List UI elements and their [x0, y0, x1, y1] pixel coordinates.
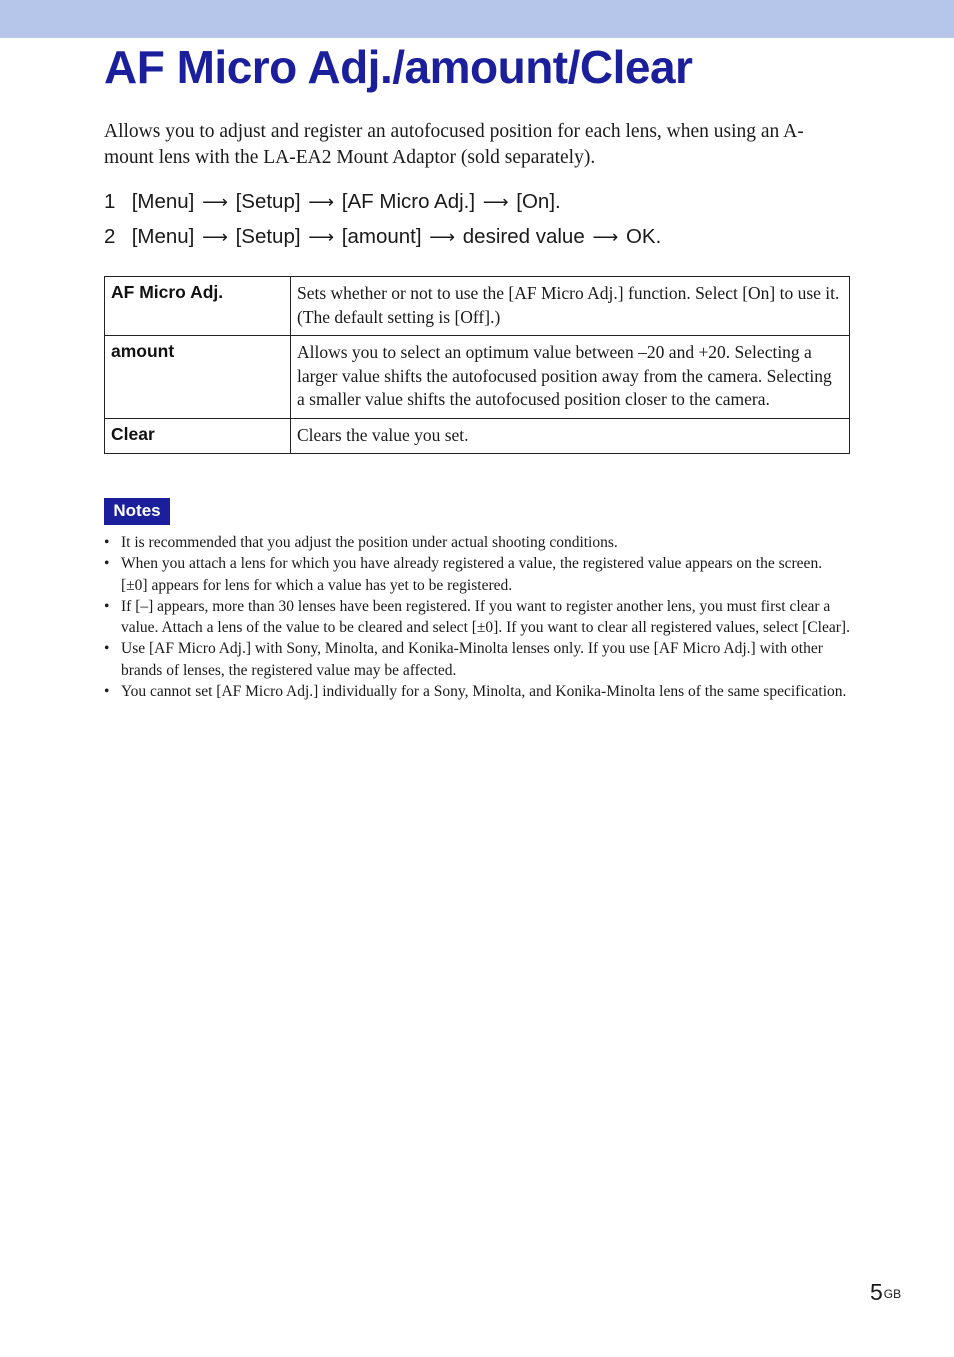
bullet-icon: • — [104, 597, 110, 615]
arrow-right-icon: ⟶ — [202, 192, 228, 212]
note-text: You cannot set [AF Micro Adj.] individually for a Sony, Minolta, and Konika-Minolta lens of the same specification. — [121, 683, 847, 701]
step-number: 2 — [104, 225, 116, 248]
setting-term: amount — [105, 336, 291, 419]
arrow-right-icon: ⟶ — [429, 227, 456, 247]
step-part: OK. — [625, 225, 662, 248]
setting-description: Sets whether or not to use the [AF Micro Adj.] function. Select [On] to use it. (The default setting is [Off].) — [291, 277, 850, 336]
list-item — [104, 681, 852, 702]
page-number-suffix: GB — [883, 1287, 902, 1301]
notes-list — [104, 532, 852, 702]
page-number-value: 5 — [870, 1279, 883, 1305]
bullet-icon: • — [104, 555, 110, 573]
list-item — [104, 596, 852, 639]
step-number: 1 — [104, 190, 116, 213]
arrow-right-icon: ⟶ — [482, 192, 509, 212]
step-part: desired value — [462, 225, 585, 248]
arrow-right-icon: ⟶ — [308, 192, 335, 212]
step-part: [Menu] — [131, 190, 195, 213]
step-part: [Menu] — [131, 225, 195, 248]
page-number — [870, 1277, 901, 1307]
list-item — [104, 553, 852, 596]
list-item — [104, 532, 852, 553]
step-part: [amount] — [341, 225, 422, 248]
step-part: [AF Micro Adj.] — [341, 190, 476, 213]
bullet-icon: • — [104, 640, 110, 658]
step-2 — [104, 223, 661, 251]
note-text: If [–] appears, more than 30 lenses have been registered. If you want to register another lens, you must first clear a value. Attach a lens of the value to be cleared and select [±0]. If you want to clear all registered values, select [Clear]. — [121, 597, 850, 637]
list-item — [104, 638, 852, 681]
page-title: AF Micro Adj./amount/Clear — [104, 41, 693, 93]
setting-term: Clear — [105, 418, 291, 454]
note-text: Use [AF Micro Adj.] with Sony, Minolta, and Konika-Minolta lenses only. If you use [AF Micro Adj.] with other brands of lenses, the registered value may be affected. — [121, 640, 823, 679]
header-band — [0, 0, 954, 38]
step-1 — [104, 188, 561, 216]
step-part: [Setup] — [235, 225, 301, 248]
bullet-icon: • — [104, 534, 110, 551]
settings-table — [104, 276, 850, 454]
step-part: [Setup] — [235, 190, 301, 213]
setting-term: AF Micro Adj. — [105, 277, 291, 336]
note-text: When you attach a lens for which you have already registered a value, the registered value appears on the screen. [±0] appears for lens for which a value has yet to be registered. — [121, 555, 823, 594]
notes-badge: Notes — [104, 498, 170, 525]
step-part: [On]. — [516, 190, 561, 213]
bullet-icon: • — [104, 683, 110, 701]
intro-paragraph: Allows you to adjust and register an autofocused position for each lens, when using an A-mount lens with the LA-EA2 Mount Adaptor (sold separately). — [104, 121, 804, 168]
arrow-right-icon: ⟶ — [308, 227, 335, 247]
arrow-right-icon: ⟶ — [202, 227, 228, 247]
table-row — [105, 418, 850, 454]
note-text: It is recommended that you adjust the position under actual shooting conditions. — [121, 534, 618, 551]
arrow-right-icon: ⟶ — [592, 227, 619, 247]
setting-description: Clears the value you set. — [291, 418, 850, 454]
table-row — [105, 277, 850, 336]
table-row — [105, 336, 850, 419]
setting-description: Allows you to select an optimum value between –20 and +20. Selecting a larger value shifts the autofocused position away from the camera. Selecting a smaller value shifts the autofocused position closer to the camera. — [291, 336, 850, 419]
